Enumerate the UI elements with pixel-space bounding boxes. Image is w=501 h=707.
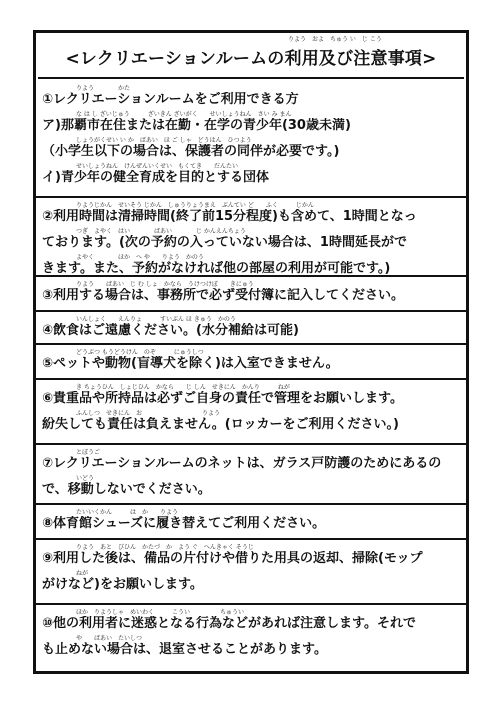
rule-line: ②利用時間は清掃時間(終了前15分程度)も含めて、1時間となっ xyxy=(42,209,417,224)
rule-section xyxy=(36,378,466,443)
rule-line: ④飲食はご遠慮ください。(水分補給は可能) xyxy=(42,323,299,338)
rule-line: （小学生以下の場合は、保護者の同伴が必要です。) xyxy=(42,144,340,159)
ruby-text: よやく ほか へ や りよう かのう xyxy=(76,254,204,261)
ruby-text: りよう かた xyxy=(76,85,131,92)
ruby-text: いどう xyxy=(76,475,95,482)
ruby-text: き ちょうひん しょじひん かなら じ しん せきにん かんり ねが xyxy=(76,384,290,391)
rule-line: ⑥貴重品や所持品は必ずご自身の責任で管理をお願いします。 xyxy=(42,391,403,406)
rule-line: がけなど)をお願いします。 xyxy=(42,577,203,592)
rule-line: 紛失しても責任は負えません。(ロッカーをご利用ください。) xyxy=(42,417,399,432)
notice-sheet xyxy=(33,30,469,674)
rule-line: ⑦レクリエーションルームのネットは、ガラス戸防護のためにあるの xyxy=(42,456,442,471)
rule-line: ⑤ペットや動物(盲導犬を除く)は入室できません。 xyxy=(42,356,339,371)
rule-line: ⑨利用した後は、備品の片付けや借りた用具の返却、掃除(モップ xyxy=(42,551,423,566)
ruby-text: ほか りようしゃ めいわく こうい ちゅうい xyxy=(76,609,245,616)
rule-section xyxy=(36,538,466,603)
rule-line: きます。また、予約がなければ他の部屋の利用が可能です。) xyxy=(42,261,391,276)
rule-section xyxy=(36,603,466,674)
ruby-text: しょうがくせい い か ばあい ほ ご しゃ どうはん ひつよう xyxy=(76,137,252,144)
ruby-text: ねが xyxy=(76,570,89,577)
ruby-text: や ばあい たいしつ xyxy=(76,635,143,642)
rule-section xyxy=(36,81,466,196)
ruby-text: りよう ばあい じ む しょ かなら うけつけぼ きにゅう xyxy=(76,281,254,288)
rule-line: ております。(次の予約の入っていない場合は、1時間延長がで xyxy=(42,235,407,250)
rule-section xyxy=(36,275,466,310)
ruby-text: とぼうご xyxy=(76,449,101,456)
ruby-text: どうぶつ もうどうけん のぞ にゅうしつ xyxy=(76,349,204,356)
rule-line: で、移動しないでください。 xyxy=(42,482,211,497)
rule-line: イ)青少年の健全育成を目的とする団体 xyxy=(42,170,269,185)
rule-line: ⑩他の利用者に迷惑となる行為などがあれば注意します。それで xyxy=(42,616,416,631)
ruby-text: たいいくかん は か りよう xyxy=(76,509,179,516)
rule-section xyxy=(36,503,466,538)
rule-line: ①レクリエーションルームをご利用できる方 xyxy=(42,92,299,107)
rule-line: ⑧体育館シューズに履き替えてご利用ください。 xyxy=(42,516,326,531)
ruby-text: りよう あと びひん かたづ か よう ぐ へんきゃく そうじ xyxy=(76,544,254,551)
title-box xyxy=(38,35,464,79)
page-title: <レクリエーションルームの利用及び注意事項> xyxy=(65,48,437,69)
ruby-text: せいしょうねん けんぜんいくせい もくてき だんたい xyxy=(76,163,239,170)
rule-section xyxy=(36,443,466,503)
ruby-text: な は し ざいじゅう ざいきん ざいがく せいしょうねん さい み まん xyxy=(76,111,292,118)
rule-section xyxy=(36,310,466,343)
rule-section xyxy=(36,343,466,378)
rule-line: ③利用する場合は、事務所で必ず受付簿に記入してください。 xyxy=(42,288,405,303)
rule-line: ア)那覇市在住または在勤・在学の青少年(30歳未満) xyxy=(42,118,351,133)
title-ruby: りよう およ ちゅう い じ こう xyxy=(288,36,382,43)
ruby-text: りようじかん せいそう じかん しゅうりょうまえ ぶんてい ど ふく じかん xyxy=(76,202,314,209)
ruby-text: つぎ よやく はい ばあい じ かんえんちょう xyxy=(76,228,246,235)
rule-section xyxy=(36,196,466,275)
ruby-text: ふんしつ せきにん お りよう xyxy=(76,410,221,417)
ruby-text: いんしょく えんりょ すいぶん ほ きゅう かのう xyxy=(76,316,236,323)
rule-line: も止めない場合は、退室させることがあります。 xyxy=(42,642,327,657)
